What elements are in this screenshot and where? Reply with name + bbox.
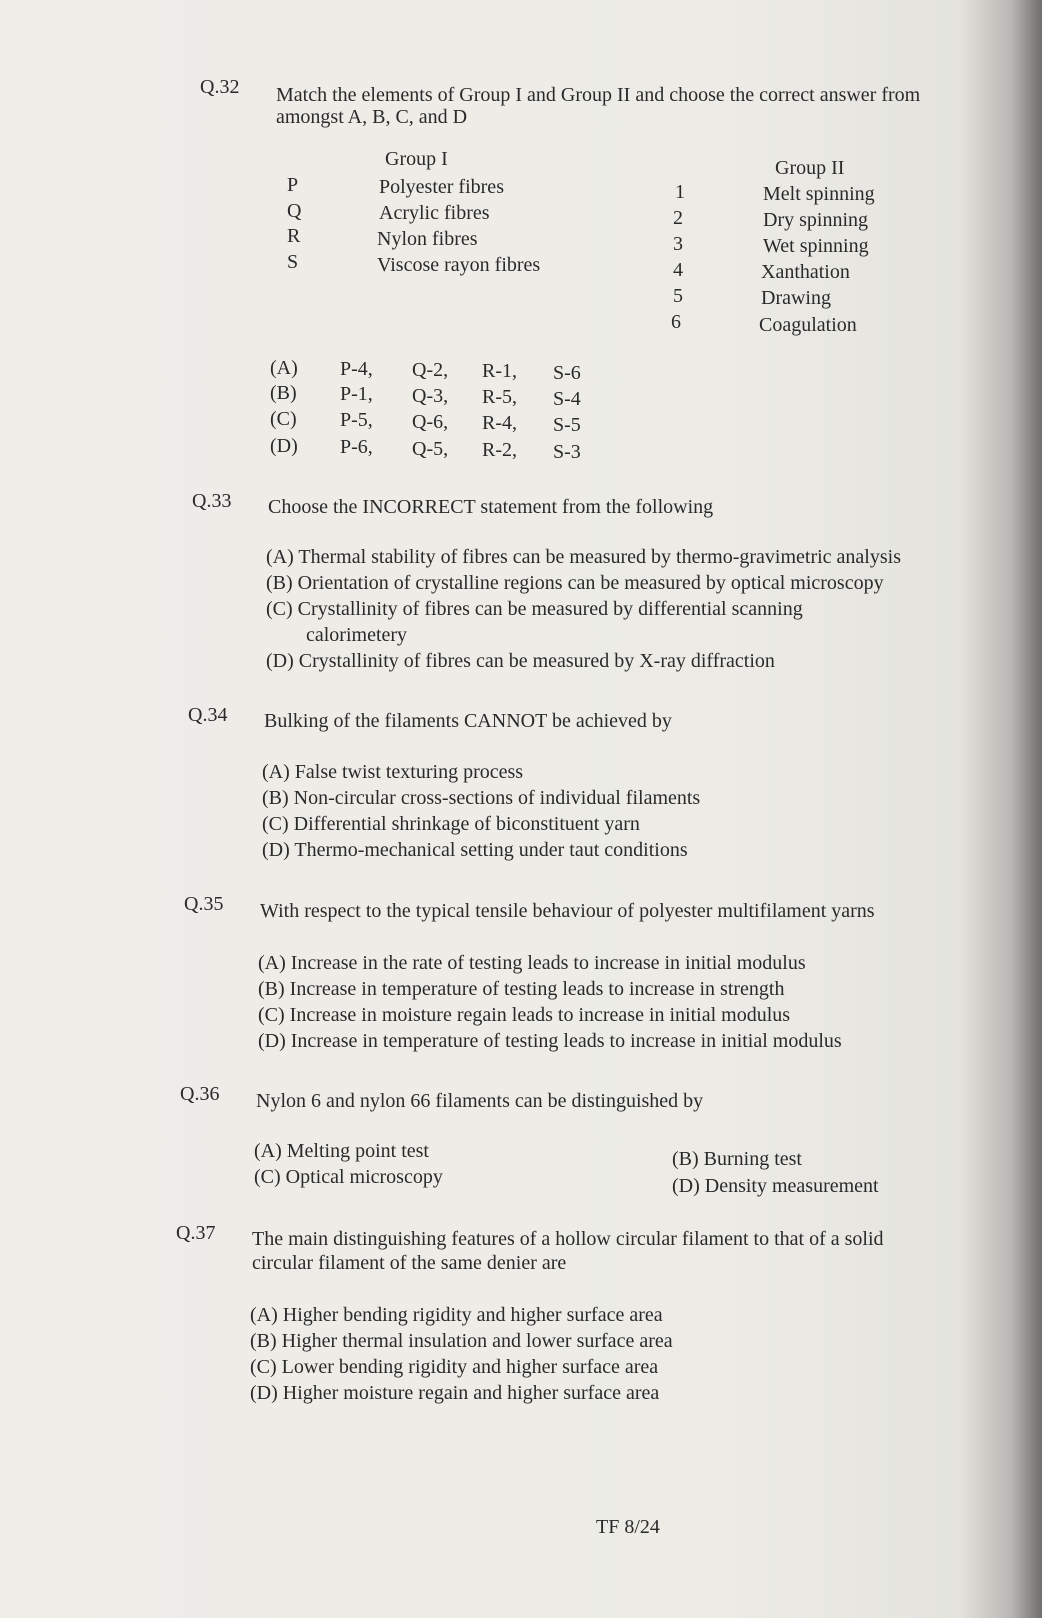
option-pair: Q-3, (412, 385, 449, 407)
option-text: (A) Thermal stability of fibres can be measured by thermo-gravimetric analysis (266, 546, 901, 568)
group2-item: Melt spinning (763, 183, 875, 205)
question-number: Q.37 (176, 1222, 216, 1244)
option-text: (B) Higher thermal insulation and lower surface area (250, 1330, 673, 1352)
question-text: Match the elements of Group I and Group II and choose the correct answer from (276, 84, 921, 106)
question-text: circular filament of the same denier are (252, 1252, 567, 1274)
question-text: With respect to the typical tensile behaviour of polyester multifilament yarns (260, 900, 875, 922)
option-text: (C) Crystallinity of fibres can be measured by differential scanning (266, 598, 803, 620)
question-text: The main distinguishing features of a hollow circular filament to that of a solid (252, 1228, 884, 1250)
option-text: (D) Increase in temperature of testing leads to increase in initial modulus (258, 1030, 842, 1052)
group1-letter: S (287, 251, 299, 273)
option-text: (D) Higher moisture regain and higher surface area (250, 1382, 660, 1404)
group2-number: 6 (671, 311, 681, 333)
question-text: Bulking of the filaments CANNOT be achieved by (264, 710, 672, 732)
group2-number: 5 (673, 285, 683, 307)
option-text: (B) Burning test (672, 1148, 802, 1170)
option-label: (C) (270, 408, 297, 430)
option-label: (D) (270, 435, 298, 457)
option-text: (D) Crystallinity of fibres can be measured by X-ray diffraction (266, 650, 775, 672)
option-pair: R-1, (482, 360, 517, 382)
page-footer: TF 8/24 (596, 1516, 660, 1538)
option-pair: S-5 (553, 414, 581, 436)
group2-number: 4 (673, 259, 683, 281)
option-pair: P-1, (340, 383, 373, 405)
option-pair: Q-6, (412, 411, 449, 433)
question-number: Q.32 (200, 76, 240, 98)
option-text: (C) Optical microscopy (254, 1166, 443, 1188)
group2-number: 3 (673, 233, 683, 255)
group2-number: 1 (675, 181, 685, 203)
question-text: amongst A, B, C, and D (276, 106, 468, 128)
option-label: (B) (270, 382, 297, 404)
option-text: (D) Density measurement (672, 1175, 879, 1197)
group2-item: Drawing (761, 287, 831, 309)
group1-item: Nylon fibres (377, 228, 478, 250)
option-pair: S-6 (553, 362, 581, 384)
option-text: (B) Increase in temperature of testing leads to increase in strength (258, 978, 785, 1000)
group1-letter: P (287, 174, 299, 196)
option-text: (A) Melting point test (254, 1140, 429, 1162)
option-text: (A) Higher bending rigidity and higher surface area (250, 1304, 663, 1326)
option-pair: P-5, (340, 409, 373, 431)
group2-header: Group II (775, 157, 845, 179)
option-text: (C) Lower bending rigidity and higher surface area (250, 1356, 659, 1378)
question-number: Q.36 (180, 1083, 220, 1105)
option-pair: S-3 (553, 441, 581, 463)
option-pair: P-6, (340, 436, 373, 458)
question-number: Q.35 (184, 893, 224, 915)
option-text: (A) Increase in the rate of testing leads to increase in initial modulus (258, 952, 806, 974)
question-number: Q.34 (188, 704, 228, 726)
option-text: (D) Thermo-mechanical setting under taut conditions (262, 839, 688, 861)
option-text: (B) Orientation of crystalline regions can be measured by optical microscopy (266, 572, 884, 594)
option-text: (A) False twist texturing process (262, 761, 524, 783)
group2-item: Xanthation (761, 261, 850, 283)
option-pair: P-4, (340, 358, 373, 380)
group1-letter: Q (287, 200, 302, 222)
question-text: Nylon 6 and nylon 66 filaments can be distinguished by (256, 1090, 704, 1112)
group2-item: Dry spinning (763, 209, 868, 231)
option-pair: Q-5, (412, 438, 449, 460)
group2-item: Coagulation (759, 314, 857, 336)
option-pair: R-2, (482, 439, 517, 461)
group1-item: Viscose rayon fibres (377, 254, 541, 276)
question-text: Choose the INCORRECT statement from the following (268, 496, 714, 518)
group1-item: Acrylic fibres (379, 202, 490, 224)
group2-number: 2 (673, 207, 683, 229)
option-text: (C) Increase in moisture regain leads to increase in initial modulus (258, 1004, 791, 1026)
option-label: (A) (270, 357, 298, 379)
question-number: Q.33 (192, 490, 232, 512)
option-pair: R-5, (482, 386, 517, 408)
option-text: calorimetery (306, 624, 408, 646)
option-pair: R-4, (482, 412, 517, 434)
group1-letter: R (287, 225, 301, 247)
group1-header: Group I (385, 148, 448, 170)
option-text: (B) Non-circular cross-sections of individual filaments (262, 787, 701, 809)
group2-item: Wet spinning (763, 235, 869, 257)
option-pair: S-4 (553, 388, 581, 410)
option-pair: Q-2, (412, 359, 449, 381)
group1-item: Polyester fibres (379, 176, 504, 198)
option-text: (C) Differential shrinkage of biconstituent yarn (262, 813, 640, 835)
